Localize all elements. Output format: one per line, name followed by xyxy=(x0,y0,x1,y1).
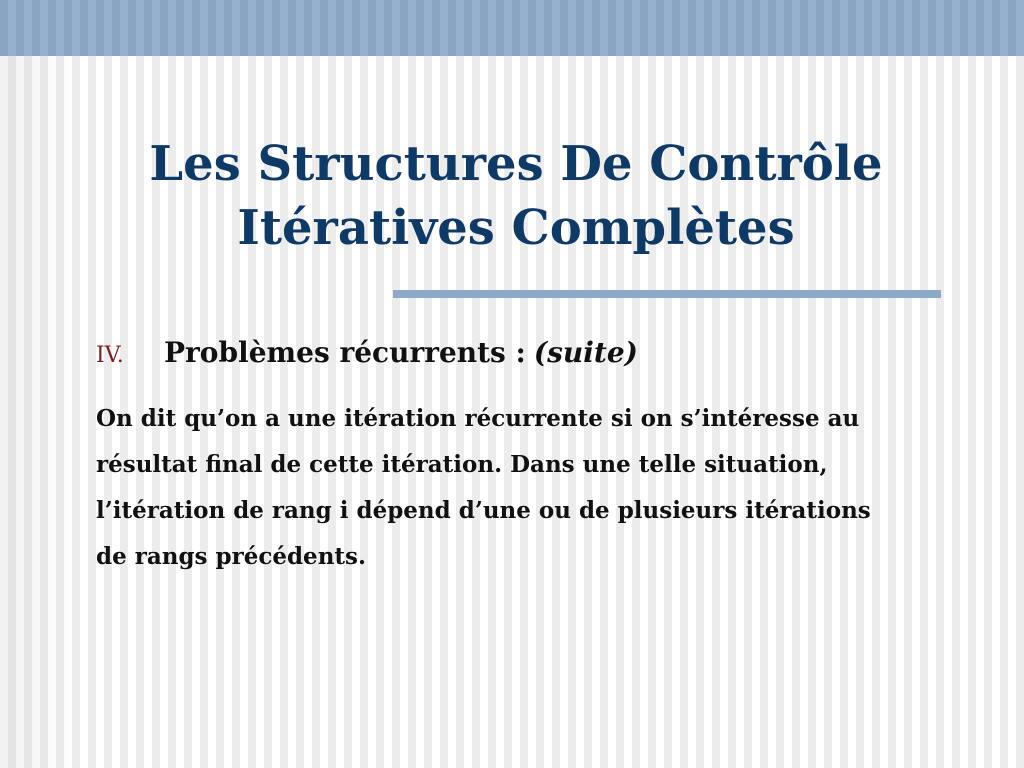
top-decorative-band xyxy=(0,0,1024,56)
left-edge-shade xyxy=(0,0,78,768)
paragraph-line-3: l’itération de rang i dépend d’une ou de plusieurs itérations xyxy=(96,497,871,524)
title-underline-rule xyxy=(393,290,941,298)
slide-title-line-1: Les Structures De Contrôle xyxy=(149,136,883,192)
paragraph-line-4: de rangs précédents. xyxy=(96,543,366,570)
slide-title-line-2: Itératives Complètes xyxy=(237,200,795,256)
section-heading xyxy=(96,336,638,376)
paragraph-line-2: résultat final de cette itération. Dans une telle situation, xyxy=(96,451,828,478)
paragraph-line-1: On dit qu’on a une itération récurrente si on s’intéresse au xyxy=(96,405,860,432)
section-number: IV. xyxy=(96,343,124,368)
section-heading-text: Problèmes récurrents : xyxy=(164,336,526,369)
slide-title xyxy=(80,132,952,260)
body-paragraph xyxy=(96,396,976,580)
section-heading-suffix: (suite) xyxy=(533,336,638,369)
